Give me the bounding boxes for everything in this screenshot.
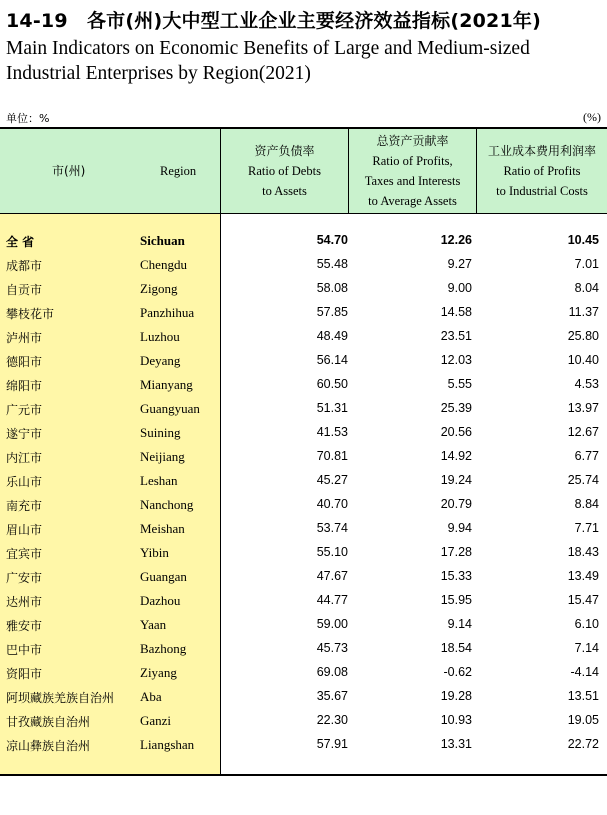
region-name-cn: 泸州市 <box>6 331 43 345</box>
asset-contribution-value: 25.39 <box>440 401 472 415</box>
region-name-en: Ziyang <box>140 665 177 680</box>
asset-contribution-value: 5.55 <box>447 377 472 391</box>
cost-profit-value: 13.51 <box>567 689 599 703</box>
region-name-en: Sichuan <box>140 233 185 248</box>
region-name-cn: 资阳市 <box>6 667 43 681</box>
region-name-cn: 自贡市 <box>6 283 43 297</box>
cost-profit-value: 10.40 <box>567 353 599 367</box>
unit-label-en: (%) <box>583 110 601 124</box>
cost-profit-value: 8.84 <box>574 497 599 511</box>
cost-profit-value: 6.10 <box>574 617 599 631</box>
asset-contribution-value: 15.33 <box>440 569 472 583</box>
region-name-en: Chengdu <box>140 257 187 272</box>
region-name-en: Luzhou <box>140 329 180 344</box>
table-row <box>0 373 607 397</box>
debt-ratio-value: 45.73 <box>316 641 348 655</box>
cost-profit-value: 13.49 <box>567 569 599 583</box>
region-name-cn: 凉山彝族自治州 <box>6 739 91 753</box>
debt-ratio-value: 44.77 <box>316 593 348 607</box>
asset-contribution-value: 17.28 <box>440 545 472 559</box>
cost-profit-value: 6.77 <box>574 449 599 463</box>
region-name-cn: 攀枝花市 <box>6 307 55 321</box>
region-name-cn: 南充市 <box>6 499 43 513</box>
debt-ratio-value: 56.14 <box>316 353 348 367</box>
region-name-en: Meishan <box>140 521 185 536</box>
region-name-cn: 广安市 <box>6 571 43 585</box>
table-row <box>0 445 607 469</box>
header-debt-ratio-cn: 资产负债率 <box>254 144 315 158</box>
cost-profit-value: 19.05 <box>567 713 599 727</box>
asset-contribution-value: 9.00 <box>447 281 472 295</box>
debt-ratio-value: 57.91 <box>316 737 348 751</box>
header-asset-contribution-en1: Ratio of Profits, <box>372 154 453 168</box>
cost-profit-value: 8.04 <box>574 281 599 295</box>
region-name-cn: 内江市 <box>6 451 43 465</box>
header-debt-ratio-en2: to Assets <box>262 184 307 198</box>
asset-contribution-value: 20.79 <box>440 497 472 511</box>
debt-ratio-value: 58.08 <box>316 281 348 295</box>
region-name-en: Panzhihua <box>140 305 195 320</box>
asset-contribution-value: 20.56 <box>440 425 472 439</box>
table-row <box>0 517 607 541</box>
debt-ratio-value: 57.85 <box>316 305 348 319</box>
table-row <box>0 349 607 373</box>
region-name-cn: 宜宾市 <box>6 547 43 561</box>
asset-contribution-value: 12.03 <box>440 353 472 367</box>
region-name-cn: 眉山市 <box>6 523 43 537</box>
table-row <box>0 589 607 613</box>
table-row <box>0 277 607 301</box>
debt-ratio-value: 59.00 <box>316 617 348 631</box>
header-asset-contribution-en3: to Average Assets <box>368 194 457 208</box>
debt-ratio-value: 35.67 <box>316 689 348 703</box>
table-row <box>0 541 607 565</box>
unit-label: 单位：% <box>6 112 50 125</box>
region-name-cn: 阿坝藏族羌族自治州 <box>6 691 115 705</box>
cost-profit-value: 7.71 <box>574 521 599 535</box>
asset-contribution-value: 15.95 <box>440 593 472 607</box>
header-region-label: Region <box>160 164 197 178</box>
asset-contribution-value: 10.93 <box>440 713 472 727</box>
table-row <box>0 685 607 709</box>
region-name-en: Dazhou <box>140 593 181 608</box>
cost-profit-value: 10.45 <box>567 233 599 247</box>
header-debt-ratio <box>221 129 348 213</box>
region-name-cn: 达州市 <box>6 595 43 609</box>
header-cost-profit-en2: to Industrial Costs <box>496 184 588 198</box>
region-name-en: Zigong <box>140 281 178 296</box>
table-row <box>0 325 607 349</box>
cost-profit-value: 7.01 <box>574 257 599 271</box>
region-name-cn: 广元市 <box>6 403 43 417</box>
region-name-cn: 雅安市 <box>6 619 43 633</box>
cost-profit-value: 25.80 <box>567 329 599 343</box>
table-row <box>0 397 607 421</box>
header-asset-contribution-en2: Taxes and Interests <box>364 174 461 188</box>
cost-profit-value: 12.67 <box>567 425 599 439</box>
asset-contribution-value: 9.94 <box>447 521 472 535</box>
table-row <box>0 301 607 325</box>
debt-ratio-value: 22.30 <box>316 713 348 727</box>
cost-profit-value: 25.74 <box>567 473 599 487</box>
table-row <box>0 565 607 589</box>
asset-contribution-value: 19.28 <box>440 689 472 703</box>
debt-ratio-value: 60.50 <box>316 377 348 391</box>
region-name-en: Nanchong <box>140 497 194 512</box>
region-name-cn: 巴中市 <box>6 643 43 657</box>
table-row <box>0 613 607 637</box>
region-name-en: Deyang <box>140 353 181 368</box>
header-cost-profit-en1: Ratio of Profits <box>503 164 581 178</box>
asset-contribution-value: -0.62 <box>443 665 472 679</box>
asset-contribution-value: 9.27 <box>447 257 472 271</box>
header-debt-ratio-en1: Ratio of Debts <box>248 164 321 178</box>
asset-contribution-value: 19.24 <box>440 473 472 487</box>
header-asset-contribution <box>349 129 476 213</box>
region-name-cn: 德阳市 <box>6 355 43 369</box>
region-name-en: Aba <box>140 689 162 704</box>
debt-ratio-value: 54.70 <box>316 233 348 247</box>
region-name-en: Guangan <box>140 569 187 584</box>
asset-contribution-value: 14.92 <box>440 449 472 463</box>
region-name-cn: 遂宁市 <box>6 427 43 441</box>
debt-ratio-value: 55.10 <box>316 545 348 559</box>
region-name-cn: 绵阳市 <box>6 379 43 393</box>
debt-ratio-value: 41.53 <box>316 425 348 439</box>
header-asset-contribution-cn: 总资产贡献率 <box>376 134 449 148</box>
table-row <box>0 661 607 685</box>
debt-ratio-value: 70.81 <box>316 449 348 463</box>
region-name-en: Yaan <box>140 617 167 632</box>
debt-ratio-value: 48.49 <box>316 329 348 343</box>
table-row <box>0 229 607 253</box>
region-name-cn: 成都市 <box>6 259 43 273</box>
region-name-en: Neijiang <box>140 449 185 464</box>
region-name-en: Suining <box>140 425 181 440</box>
table-row <box>0 709 607 733</box>
header-cost-profit-cn: 工业成本费用利润率 <box>487 144 596 158</box>
header-city-label: 市(州) <box>52 164 86 178</box>
table-row <box>0 421 607 445</box>
table-row <box>0 733 607 757</box>
page-title-en: Main Indicators on Economic Benefits of Large and Medium-sized Industrial Enterprises by Region(2021) <box>6 38 530 84</box>
debt-ratio-value: 51.31 <box>316 401 348 415</box>
asset-contribution-value: 14.58 <box>440 305 472 319</box>
asset-contribution-value: 9.14 <box>447 617 472 631</box>
table-bottom-rule <box>0 774 607 776</box>
cost-profit-value: 15.47 <box>567 593 599 607</box>
asset-contribution-value: 13.31 <box>440 737 472 751</box>
cost-profit-value: 7.14 <box>574 641 599 655</box>
region-name-en: Liangshan <box>140 737 195 752</box>
page-title-cn: 14-19 各市(州)大中型工业企业主要经济效益指标(2021年) <box>6 10 541 32</box>
region-name-cn: 甘孜藏族自治州 <box>6 715 91 729</box>
table-row <box>0 493 607 517</box>
cost-profit-value: 18.43 <box>567 545 599 559</box>
debt-ratio-value: 47.67 <box>316 569 348 583</box>
debt-ratio-value: 69.08 <box>316 665 348 679</box>
asset-contribution-value: 18.54 <box>440 641 472 655</box>
cost-profit-value: 4.53 <box>574 377 599 391</box>
region-name-en: Guangyuan <box>140 401 200 416</box>
asset-contribution-value: 23.51 <box>440 329 472 343</box>
asset-contribution-value: 12.26 <box>440 233 472 247</box>
debt-ratio-value: 40.70 <box>316 497 348 511</box>
cost-profit-value: 22.72 <box>567 737 599 751</box>
region-name-cn: 乐山市 <box>6 475 43 489</box>
region-name-en: Ganzi <box>140 713 172 728</box>
region-name-en: Yibin <box>140 545 169 560</box>
debt-ratio-value: 55.48 <box>316 257 348 271</box>
cost-profit-value: -4.14 <box>570 665 599 679</box>
region-name-en: Leshan <box>140 473 178 488</box>
debt-ratio-value: 53.74 <box>316 521 348 535</box>
cost-profit-value: 13.97 <box>567 401 599 415</box>
header-cost-profit <box>477 129 607 213</box>
cost-profit-value: 11.37 <box>568 305 599 319</box>
header-region-cell <box>0 129 220 213</box>
table-header <box>0 129 607 214</box>
table-row <box>0 637 607 661</box>
debt-ratio-value: 45.27 <box>316 473 348 487</box>
region-name-cn: 全 省 <box>6 235 35 249</box>
region-name-en: Mianyang <box>140 377 193 392</box>
region-name-en: Bazhong <box>140 641 187 656</box>
table-row <box>0 253 607 277</box>
table-row <box>0 469 607 493</box>
